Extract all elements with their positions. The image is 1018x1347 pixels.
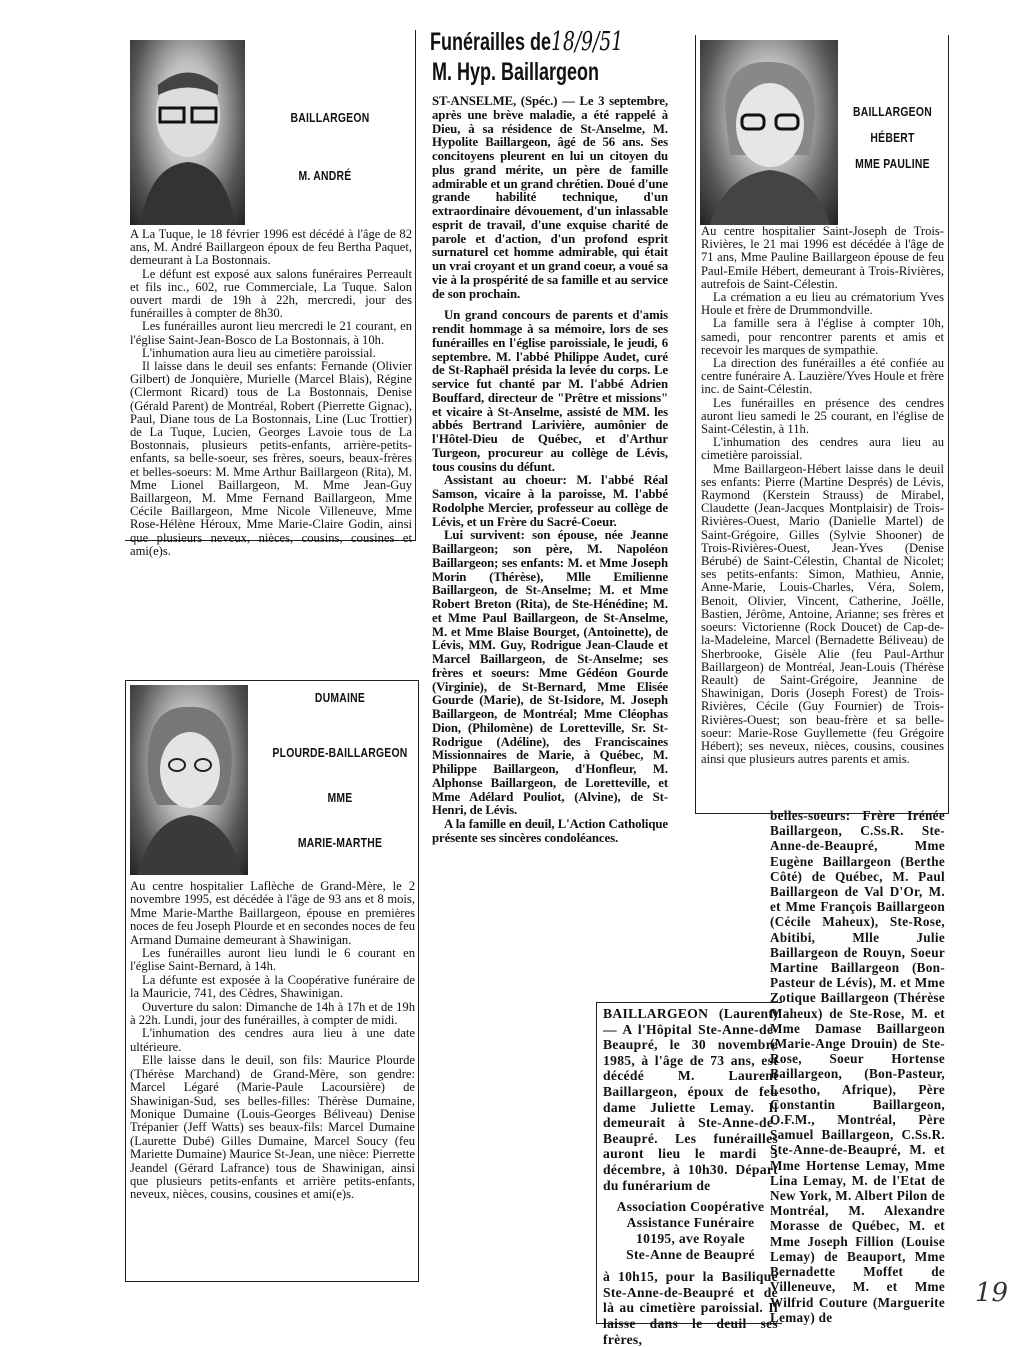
handwritten-page-number: 19 xyxy=(975,1278,1009,1308)
paragraph: Au centre hospitalier Saint-Joseph de Trois-Rivières, le 21 mai 1996 est décédée à l'âge de 71 ans, Mme Pauline Baillargeon épouse de feu Paul-Emile Hébert, demeurant à Trois-Rivières, autrefois de Saint-Célestin. xyxy=(701,224,944,291)
paragraph: Ouverture du salon: Dimanche de 14h à 17h et de 19h à 22h. Lundi, jour des funérailles, à compter de midi. xyxy=(130,999,415,1028)
paragraph: Au centre hospitalier Laflèche de Grand-Mère, le 2 novembre 1995, est décédée à l'âge de 93 ans et 8 mois, Mme Marie-Marthe Baillargeon, épouse en premières noces de feu Joseph Plourde et en secondes noces de feu Armand Dumaine demeurant à Shawinigan. xyxy=(130,879,415,947)
portrait-photo-pauline xyxy=(700,40,838,225)
paragraph: Le défunt est exposé aux salons funéraires Perreault et fils inc., 602, rue Commerciale, La Tuque. Salon ouvert mardi de 19h à 22h, mercredi, jour des funérailles à compter de 8h30. xyxy=(130,266,412,321)
paragraph: Lui survivent: son épouse, née Jeanne Baillargeon; son père, M. Napoléon Baillargeon; ses enfants: M. et Mme Joseph Morin (Thérèse), Mlle Emilienne Baillargeon, de St-Anselme; M. et Mme Robert Breton (Rita), de Ste-Hénédine; M. et Mme Paul Baillargeon, de St-Anselme, M. et Mme Blaise Bourget, (Antoinette), de Lévis, MM. Guy, Rodrigue Jean-Claude et Marcel Baillargeon, de St-Anselme; ses frères et soeurs: Mme Gédéon Gourde (Virginie), de St-Bernard, Mme Elisée Gourde (Marie), de St-Isidore, M. Joseph Baillargeon, de Montréal; Mme Cléophas Dion, (Philomène) de Loretteville, Sr. St-Rodrigue (Adéline), des Franciscaines Missionnaires de Marie, à Québec, M. Philippe Baillargeon, d'Honfleur, M. Alphonse Baillargeon, de Loretteville, et Mme Adélard Pouliot, (Alvine), de St-Henri, de Lévis. xyxy=(432,528,668,818)
paragraph: La défunte est exposée à la Coopérative funéraire de la Mauricie, 741, des Cèdres, Shawinigan. xyxy=(130,972,415,1001)
funeral-home-block xyxy=(603,1199,778,1263)
paragraph: L'inhumation des cendres aura lieu à une date ultérieure. xyxy=(130,1026,415,1054)
funeral-home-line: 10195, ave Royale xyxy=(636,1231,745,1247)
heading-pauline-3: MME PAULINE xyxy=(855,156,930,171)
portrait-photo-marie-marthe xyxy=(130,685,248,875)
paragraph: Les funérailles auront lieu mercredi le 21 courant, en l'église Saint-Jean-Bosco de La Bostonnais, à 10h. xyxy=(130,319,412,347)
paragraph: BAILLARGEON (Laurent) — A l'Hôpital Ste-Anne-de-Beaupré, le 30 novembre 1985, à l'âge de 73 ans, est décédé M. Laurent Baillargeon, époux de feu dame Juliette Lemay. Il demeurait à Ste-Anne-de-Beaupré. Les funérailles auront lieu le mardi 3 décembre, à 10h30. Départ du funérarium de xyxy=(603,1006,778,1193)
article-title-line1 xyxy=(430,28,623,56)
heading-andre-name: M. ANDRÉ xyxy=(298,168,352,183)
heading-pauline-1: BAILLARGEON xyxy=(853,104,932,119)
heading-dumaine-3: MME xyxy=(327,790,353,805)
paragraph: Mme Baillargeon-Hébert laisse dans le deuil ses enfants: Pierre (Martine Després) de Lévis, Raymond (Kerstein Strauss) de Mirabel, Claudette (Jean-Jacques Montplaisir) de Trois-Rivières-Ouest, Mario (Danielle Martel) de Saint-Grégoire, Gilles (Sylvie Shooner) de Trois-Rivières-Ouest, Jean-Yves (Denise Bérubé) de Saint-Célestin, Chantal de Nicolet; ses petits-enfants: Simon, Mathieu, Annie, Anne-Marie, Louis-Charles, Véra, Solem, Benoit, Olivier, Vincent, Catherine, Joëlle, Bastien, Jérôme, Antoine, Arianne; ses frères et soeurs: Victorienne (Rock Doucet) de Cap-de-la-Madeleine, Marcel (Bernadette Béliveau) de Sherbrooke, Gisèle Alie (feu Paul-Arthur Baillargeon) de Montréal, Jean-Louis (Thérèse Reault) de Saint-Grégoire, Jeannine de Shawinigan, Doris (Joseph Forest) de Trois-Rivières, Cécile (Guy Fournier) de Trois-Rivières-Ouest; son beau-frère et sa belle-soeur: Marie-Rose Guyllemette (feu Grégoire Hébert); ses neveux, nièces, cousins, cousines ainsi que plusieurs autres parents et amis. xyxy=(701,461,944,767)
obituary-text-dumaine xyxy=(130,880,415,1276)
paragraph: Les funérailles auront lieu lundi le 6 courant en l'église Saint-Bernard, à 14h. xyxy=(130,946,415,974)
paragraph: La direction des funérailles a été confiée au centre funéraire A. Lauzière/Yves Houle et frère inc. de Saint-Célestin. xyxy=(701,356,944,397)
paragraph: Il laisse dans le deuil ses enfants: Fernande (Olivier Gilbert) de Jonquière, Murielle (Marcel Blais), Régine (Clermont Ricard) tous de La Bostonnais, Denise (Gérald Parent) de Montréal, Robert (Pierrette Gignac), Paul, Diane tous de La Bostonnais, Line (Luc Trottier) de La Tuque, Lucien, Georges Lavoie tous de La Bostonnais, plusieurs petits-enfants, arrière-petits-enfants, sa belle-soeur, ses frères, soeurs, beaux-frères et belles-soeurs: M. Mme Arthur Baillargeon (Rita), M. Mme Lionel Baillargeon, M. Mme Jean-Guy Baillargeon, M. Mme Fernand Baillargeon, Mme Cécile Baillargeon, Mme Nicole Villeneuve, Mme Rose-Hélène Héroux, Mme Marie-Claire Godin, ainsi que plusieurs neveux, nièces, cousins, cousines et ami(e)s. xyxy=(130,359,412,558)
heading-dumaine-2: PLOURDE-BAILLARGEON xyxy=(272,745,408,760)
handwritten-date: 18/9/51 xyxy=(551,27,624,57)
paragraph: Un grand concours de parents et d'amis rendit hommage à sa mémoire, lors de ses funérailles en l'église paroissiale, le jeudi, 6 septembre. M. l'abbé Philippe Audet, curé de St-Raphaël présida la levée du corps. Le service fut chanté par M. l'abbé Adrien Bouffard, directeur de "Prêtre et missions" et vicaire à St-Anselme, assisté de MM. les abbés Bertrand Larivière, aumônier de l'Hôtel-Dieu de Québec, et d'Arthur Turgeon, procureur au collège de Lévis, tous cousins du défunt. xyxy=(432,308,668,474)
portrait-photo-andre xyxy=(130,40,245,225)
heading-andre-surname: BAILLARGEON xyxy=(290,110,370,125)
article-title-line2: M. Hyp. Baillargeon xyxy=(432,58,600,86)
paragraph: La famille sera à l'église à compter 10h, samedi, pour rencontrer parents et amis et recevoir les marques de sympathie. xyxy=(701,316,944,357)
heading-dumaine-1: DUMAINE xyxy=(314,690,366,705)
obituary-text-andre xyxy=(130,227,412,558)
man-portrait-icon xyxy=(130,40,245,225)
funeral-home-line: Association Coopérative xyxy=(616,1199,765,1215)
heading-dumaine-4: MARIE-MARTHE xyxy=(297,835,383,850)
paragraph: La crémation a eu lieu au crématorium Yves Houle et frère de Drummondville. xyxy=(701,290,944,318)
paragraph: Elle laisse dans le deuil, son fils: Maurice Plourde (Thérèse Marchand) de Grand-Mère, son gendre: Marcel Légaré (Marie-Paule Lacoursière) de Shawinigan-Sud, ses belles-filles: Thérèse Dumaine, Monique Dumaine (Louis-Georges Béliveau) Denise Trépanier (Jeff Watts) ses beaux-fils: Marcel Dumaine (Laurette Dubé) Gilles Dumaine, Marcel Soucy (feu Mariette Dumaine) Maurice St-Jean, une nièce: Pierrette Jeandel (Gérard Lafrance) tous de Shawinigan, ainsi que plusieurs petits-enfants et arrière petits-enfants, neveux, nièces, cousins, cousines et ami(e)s. xyxy=(130,1053,415,1202)
paragraph: Assistant au choeur: M. l'abbé Réal Samson, vicaire à la paroisse, M. l'abbé Rodolphe Mercier, professeur au collège de Lévis, et un Frère du Sacré-Coeur. xyxy=(432,473,668,529)
paragraph: Les funérailles en présence des cendres auront lieu samedi le 25 courant, en l'église de Saint-Célestin, à 11h. xyxy=(701,395,944,437)
paragraph: A La Tuque, le 18 février 1996 est décédé à l'âge de 82 ans, M. André Baillargeon époux de feu Bertha Paquet, demeurant à La Bostonnais. xyxy=(130,227,412,268)
woman-portrait-icon xyxy=(130,685,248,875)
paragraph: ST-ANSELME, (Spéc.) — Le 3 septembre, après une brève maladie, a été rappelé à Dieu, à sa résidence de St-Anselme, M. Hypolite Baillargeon, âgé de 56 ans. Ses concitoyens pleurent en lui un citoyen du plus grand mérite, un père de famille admirable et un grand chrétien. Doué d'une grande habilité technique, d'un extraordinaire dévouement, d'un inlassable esprit de travail, d'une exquise charité de parole et d'action, d'un profond esprit surnaturel cet homme admirable, qui était un vrai croyant et un grand coeur, a voué sa vie à la prospérité de sa famille et au service de son prochain. xyxy=(432,94,668,301)
heading-pauline-2: HÉBERT xyxy=(870,130,915,145)
obituary-text-pauline xyxy=(701,225,944,810)
funeral-home-line: Ste-Anne de Beaupré xyxy=(626,1247,755,1263)
paragraph: à 10h15, pour la Basilique Ste-Anne-de-Beaupré et de là au cimetière paroissial. Il laisse dans le deuil ses frères, xyxy=(603,1269,778,1347)
paragraph: A la famille en deuil, L'Action Catholique présente ses sincères condoléances. xyxy=(432,817,668,845)
funeral-home-line: Assistance Funéraire xyxy=(626,1215,755,1231)
obituary-text-laurent-continued xyxy=(770,808,945,1325)
paragraph: belles-soeurs: Frère Irénée Baillargeon, C.Ss.R. Ste-Anne-de-Beaupré, Mme Eugène Baillargeon (Berthe Côté) de Québec, M. Paul Baillargeon de Val D'Or, M. et Mme François Baillargeon (Cécile Maheux), Ste-Rose, Abitibi, Mlle Julie Baillargeon de Rouyn, Soeur Martine Baillargeon (Bon-Pasteur de Lévis), M. et Mme Zotique Baillargeon (Thérèse Maheux) de Ste-Rose, M. et Mme Damase Baillargeon (Marie-Ange Drouin) de Ste-Rose, Soeur Hortense Baillargeon, (Bon-Pasteur, Lesotho, Afrique), Père Constantin Baillargeon, O.F.M., Montréal, Père Samuel Baillargeon, C.Ss.R. Ste-Anne-de-Beaupré, M. et Mme Hortense Lemay, Mme Lina Lemay, M. de l'Etat de New York, M. Albert Pilon de Montréal, M. Alexandre Morasse de Québec, M. et Mme Joseph Fillion (Louise Lemay) de Beauport, Mme Bernadette Moffet de Villeneuve, M. et Mme Wilfrid Couture (Marguerite Lemay) de xyxy=(770,808,945,1325)
paragraph: L'inhumation des cendres aura lieu au cimetière paroissial. xyxy=(701,435,944,463)
paragraph: L'inhumation aura lieu au cimetière paroissial. xyxy=(142,345,376,360)
title-prefix: Funérailles de xyxy=(430,28,552,56)
article-text-hypolite xyxy=(432,95,668,983)
obituary-text-laurent xyxy=(603,1006,778,1347)
woman-portrait-icon xyxy=(700,40,838,225)
